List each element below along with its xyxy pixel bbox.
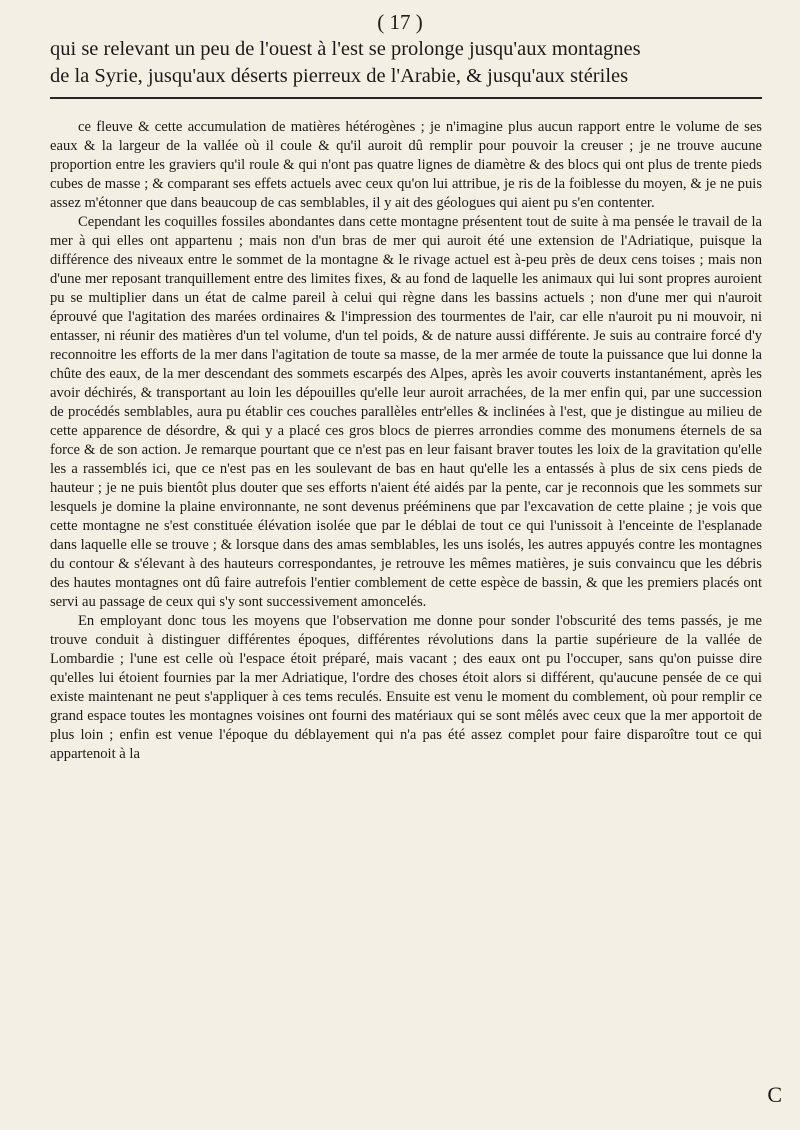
- paragraph: En employant donc tous les moyens que l'observation me donne pour sonder l'obscurité des tems passés, je me trouve conduit à distinguer différentes époques, différentes révolutions dans la partie supérieure de la vallée de Lombardie ; l'une est celle où l'espace étoit préparé, mais vacant ; des eaux ont pu l'occuper, sans qu'on puisse dire qu'elles lui étoient fournies par la mer Adriatique, l'ordre des choses étoit alors si différent, qu'aucune pensée de ce qui existe maintenant ne peut s'appliquer à ces tems reculés. Ensuite est venu le moment du comblement, où pour remplir ce grand espace toutes les montagnes voisines ont fourni des matériaux qui se sont mêlés avec ceux que la mer apportoit de plus loin ; enfin est venue l'époque du déblayement qui n'a pas été assez complet pour faire disparoître tout ce qui appartenoit à la: [50, 613, 762, 762]
- running-text-header: [50, 36, 762, 90]
- paragraph: Cependant les coquilles fossiles abondantes dans cette montagne présentent tout de suite à ma pensée le travail de la mer à qui elles ont appartenu ; mais non d'un bras de mer qui auroit été une extension de l'Adriatique, puisque la différence des niveaux entre le sommet de la montagne & le rivage actuel est à-peu près de deux cens toises ; mais non d'une mer reposant tranquillement entre des limites fixes, & au fond de laquelle les animaux qui lui sont propres auroient pu se multiplier dans un état de calme pareil à celui qui règne dans les bassins actuels ; non d'une mer qui n'auroit éprouvé que l'agitation des marées ordinaires & l'impression des tourmentes de l'air, car elle n'auroit pu ni mouvoir, ni entasser, ni réunir des matières d'un tel volume, d'un tel poids, & de nature aussi différente. Je suis au contraire forcé d'y reconnoitre les efforts de la mer dans l'agitation de toute sa masse, de la mer armée de toute la puissance que lui donne la chûte des eaux, de la mer descendant des sommets escarpés des Alpes, après les avoir couverts instantanément, après les avoir déchirés, & transportant au loin les dépouilles qu'elle leur auroit arrachées, de la mer enfin qui, par une succession de procédés semblables, aura pu établir ces couches parallèles entr'elles & inclinées à l'est, que je distingue au milieu de cette apparence de désordre, & qui y a placé ces gros blocs de pierres arrondies comme des monumens éternels de sa force & de son action. Je remarque pourtant que ce n'est pas en leur faisant braver toutes les loix de la gravitation qu'elle les a rassemblés ici, que ce n'est pas en les soulevant de bas en haut qu'elle les a entassés à plus de six cens pieds de hauteur ; je ne puis bientôt plus douter que ses efforts n'aient été aidés par la pente, car je reconnois que les sommets sur lesquels je domine la plaine environnante, ne sont devenus prééminens que par l'excavation de cette plaine ; je vois que cette montagne ne s'est constituée élévation isolée que par le déblai de tout ce qui l'unissoit à l'enceinte de l'esplanade dans laquelle elle se trouve ; & lorsque dans des amas semblables, les uns isolés, les autres appuyés contre les montagnes du contour & s'élevant à des hauteurs correspondantes, je retrouve les mêmes matières, je suis convaincu que les débris des hautes montagnes ont dû faire autrefois l'entier comblement de cette espèce de bassin, & que les premiers placés ont servi au passage de ceux qui s'y sont successivement amoncelés.: [50, 214, 762, 610]
- page-number: ( 17 ): [377, 10, 423, 34]
- body-text: [50, 118, 762, 764]
- paragraph: ce fleuve & cette accumulation de matières hétérogènes ; je n'imagine plus aucun rapport entre le volume de ses eaux & la largeur de la vallée où il coule & qu'il auroit dû remplir pour pouvoir la creuser ; je ne trouve aucune proportion entre les graviers qu'il roule & qui n'ont pas quatre lignes de diamètre & des blocs qui ont plus de trente pieds cubes de masse ; & comparant ses effets actuels avec ceux qu'on lui attribue, je ris de la foiblesse du moyen, & je ne puis assez m'étonner que dans beaucoup de cas semblables, il y ait des géologues qui aient pu s'en contenter.: [50, 119, 762, 211]
- signature-mark: C: [767, 1082, 782, 1107]
- header-line: qui se relevant un peu de l'ouest à l'est se prolonge jusqu'aux montagnes: [50, 38, 641, 60]
- header-line: de la Syrie, jusqu'aux déserts pierreux de l'Arabie, & jusqu'aux stériles: [50, 65, 629, 87]
- section-divider: [50, 97, 762, 99]
